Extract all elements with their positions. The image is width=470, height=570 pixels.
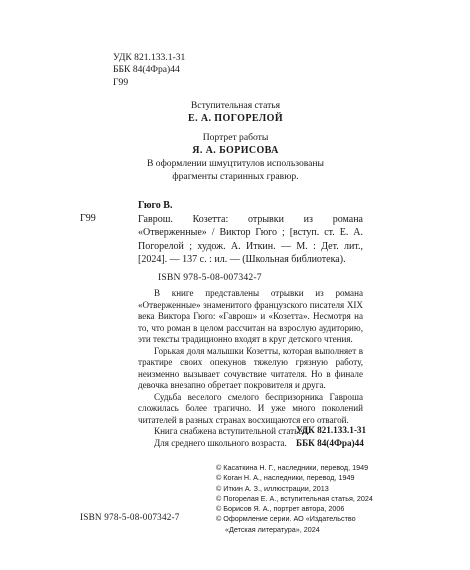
annotation-paragraph: Горькая доля малышки Козетты, которая выполняет в трактире своих опекунов тяжелую грязную работу, неизменно вызывает сочувствие читателя. Но в финале девочка внезапно обретает покровителя и друга. <box>138 345 363 390</box>
design-note-line-1: В оформлении шмуцтитулов использованы <box>147 158 324 169</box>
design-note <box>113 158 358 183</box>
udk-code: УДК 821.133.1-31 <box>296 425 367 435</box>
portrait-name: Я. А. БОРИСОВА <box>192 145 279 156</box>
copyright-line: © Погорелая Е. А., вступительная статья, 2024 <box>216 493 373 503</box>
udk-code: УДК 821.133.1-31 <box>113 52 186 63</box>
bibliographic-description: Гаврош. Козетта: отрывки из романа «Отверженные» / Виктор Гюго ; [вступ. ст. Е. А. Погорелой ; худож. А. Иткин. — М. : Дет. лит., [2024]. — 137 с. : ил. — (Школьная библиотека). <box>138 214 363 266</box>
udk-block-bottom <box>296 424 366 450</box>
catalog-author: Гюго В. <box>138 200 173 211</box>
author-sign: Г99 <box>113 76 129 88</box>
copyright-list <box>216 463 373 535</box>
annotation-paragraph: Книга снабжена вступительной статьей. <box>154 426 310 436</box>
copyright-line: © Борисов Я. А., портрет автора, 2006 <box>216 504 345 514</box>
portrait-label: Портрет работы <box>202 132 269 143</box>
intro-name: Е. А. ПОГОРЕЛОЙ <box>188 113 283 124</box>
design-note-line-2: фрагменты старинных гравюр. <box>172 170 299 182</box>
annotation-paragraph: Для среднего школьного возраста. <box>154 437 287 448</box>
copyright-line: © Иткин А. З., иллюстрации, 2013 <box>216 483 329 493</box>
udk-block-top <box>113 52 185 89</box>
annotation-paragraph: Судьба веселого смелого беспризорника Гавроша сложилась более трагично. И уже много поколений читателей в разных странах восхищаются его отвагой. <box>138 391 363 425</box>
isbn-bottom: ISBN 978-5-08-007342-7 <box>80 512 180 522</box>
intro-credit <box>113 100 358 125</box>
catalog-author-sign: Г99 <box>80 213 96 224</box>
bbk-code: ББК 84(4Фра)44 <box>113 64 180 76</box>
copyright-line: «Детская литература», 2024 <box>225 524 320 534</box>
annotation-paragraph: В книге представлены отрывки из романа «Отверженные» знаменитого французского писателя XIX века Виктора Гюго: «Гаврош» и «Козетта». Несмотря на то, что роман в целом рассчитан на взрослую аудиторию, эти тексты традиционно входят в круг детского чтения. <box>138 288 363 344</box>
catalog-isbn: ISBN 978-5-08-007342-7 <box>158 272 262 283</box>
bbk-code: ББК 84(4Фра)44 <box>296 438 364 448</box>
portrait-credit <box>113 132 358 157</box>
copyright-line: © Коган Н. А., наследники, перевод, 1949 <box>216 473 355 483</box>
copyright-line: © Касаткина Н. Г., наследники, перевод, 1949 <box>216 463 369 472</box>
intro-label: Вступительная статья <box>190 100 281 111</box>
copyright-line: © Оформление серии. АО «Издательство <box>216 514 356 524</box>
